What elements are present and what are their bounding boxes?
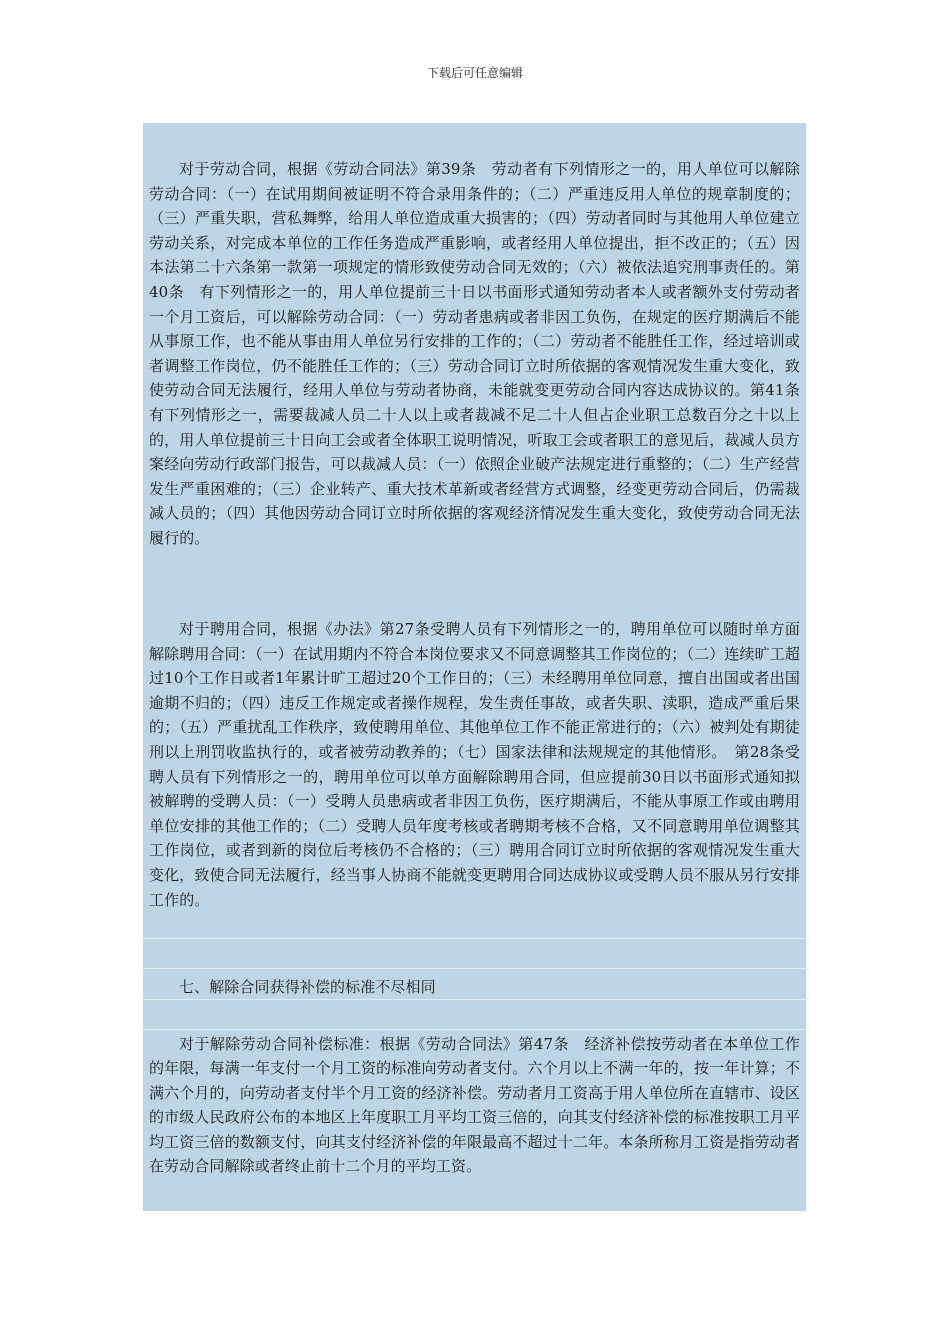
paragraph-labor-contract: 对于劳动合同，根据《劳动合同法》第39条 劳动者有下列情形之一的，用人单位可以解除劳动合同：（一）在试用期间被证明不符合录用条件的；（二）严重违反用人单位的规章制度的；（三）严重失职，营私舞弊，给用人单位造成重大损害的；（四）劳动者同时与其他用人单位建立劳动关系，对完成本单位的工作任务造成严重影响，或者经用人单位提出，拒不改正的；（五）因本法第二十六条第一款第一项规定的情形致使劳动合同无效的；（六）被依法追究刑事责任的。第40条 有下列情形之一的，用人单位提前三十日以书面形式通知劳动者本人或者额外支付劳动者一个月工资后，可以解除劳动合同：（一）劳动者患病或者非因工负伤，在规定的医疗期满后不能从事原工作，也不能从事由用人单位另行安排的工作的；（二）劳动者不能胜任工作，经过培训或者调整工作岗位，仍不能胜任工作的；（三）劳动合同订立时所依据的客观情况发生重大变化，致使劳动合同无法履行，经用人单位与劳动者协商，未能就变更劳动合同内容达成协议的。第41条 有下列情形之一，需要裁减人员二十人以上或者裁减不足二十人但占企业职工总数百分之十以上的，用人单位提前三十日向工会或者全体职工说明情况，听取工会或者职工的意见后，裁减人员方案经向劳动行政部门报告，可以裁减人员：（一）依照企业破产法规定进行重整的；（二）生产经营发生严重困难的；（三）企业转产、重大技术革新或者经营方式调整，经变更劳动合同后，仍需裁减人员的；（四）其他因劳动合同订立时所依据的客观经济情况发生重大变化，致使劳动合同无法履行的。 (149, 160, 816, 547)
paragraph-employment-contract: 对于聘用合同，根据《办法》第27条受聘人员有下列情形之一的，聘用单位可以随时单方面解除聘用合同：（一）在试用期内不符合本岗位要求又不同意调整其工作岗位的；（二）连续旷工超过10个工作日或者1年累计旷工超过20个工作日的；（三）未经聘用单位同意，擅自出国或者出国逾期不归的；（四）违反工作规定或者操作规程，发生责任事故，或者失职、渎职，造成严重后果的；（五）严重扰乱工作秩序，致使聘用单位、其他单位工作不能正常进行的；（六）被判处有期徒刑以上刑罚收监执行的，或者被劳动教养的；（七）国家法律和法规规定的其他情形。 第28条受聘人员有下列情形之一的，聘用单位可以单方面解除聘用合同，但应提前30日以书面形式通知拟被解聘的受聘人员：（一）受聘人员患病或者非因工负伤，医疗期满后，不能从事原工作或由聘用单位安排的其他工作的；（二）受聘人员年度考核或者聘期考核不合格，又不同意聘用单位调整其工作岗位，或者到新的岗位后考核仍不合格的；（三）聘用合同订立时所依据的客观情况发生重大变化，致使合同无法履行，经当事人协商不能就变更聘用合同达成协议或受聘人员不服从另行安排工作的。 (149, 620, 800, 909)
divider (143, 938, 806, 939)
divider (143, 968, 806, 969)
section-heading: 七、解除合同获得补偿的标准不尽相同 (179, 978, 436, 996)
content-panel (143, 123, 816, 1211)
divider (143, 1029, 806, 1030)
page-header-note: 下载后可任意编辑 (426, 66, 523, 80)
paragraph-compensation: 对于解除劳动合同补偿标准：根据《劳动合同法》第47条 经济补偿按劳动者在本单位工作的年限，每满一年支付一个月工资的标准向劳动者支付。六个月以上不满一年的，按一年计算；不满六个月的，向劳动者支付半个月工资的经济补偿。劳动者月工资高于用人单位所在直辖市、设区的市级人民政府公布的本地区上年度职工月平均工资三倍的，向其支付经济补偿的标准按职工月平均工资三倍的数额支付，向其支付经济补偿的年限最高不超过十二年。本条所称月工资是指劳动者在劳动合同解除或者终止前十二个月的平均工资。 (149, 1035, 800, 1176)
